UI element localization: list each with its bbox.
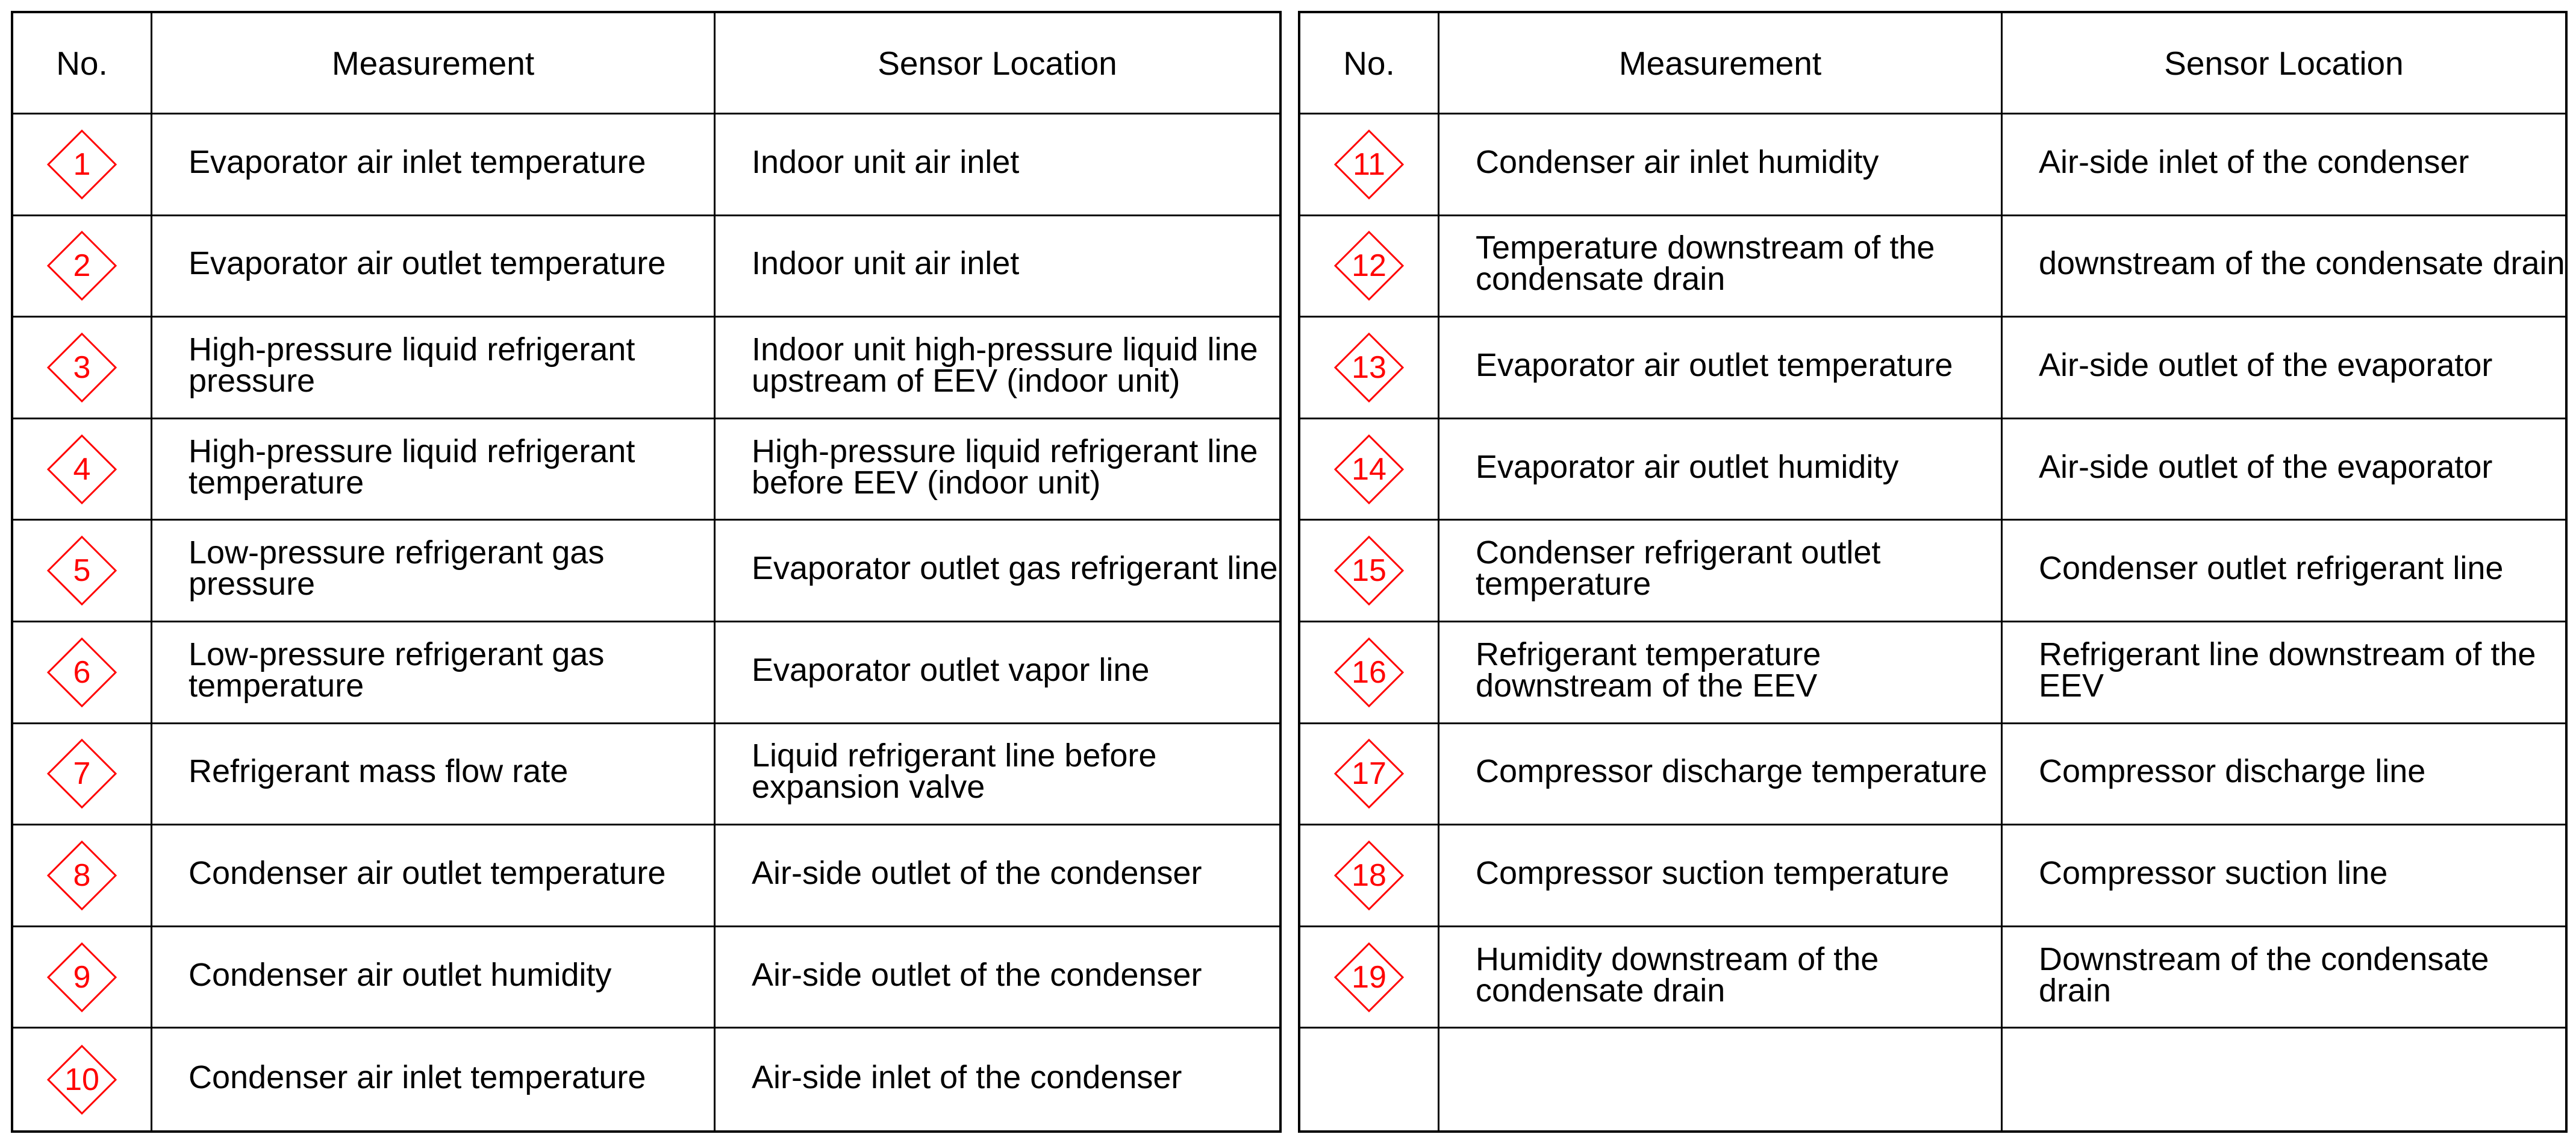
measurement-cell — [1439, 521, 2003, 622]
header-no-label: No. — [56, 44, 108, 82]
measurement-cell — [152, 114, 716, 216]
measurement-text: Condenser air inlet temperature — [189, 1059, 646, 1095]
row-number: 4 — [73, 451, 91, 487]
measurement-cell — [1439, 825, 2003, 927]
measurement-text: Humidity downstream of the condensate drain — [1476, 941, 1879, 1009]
sensor-location-text: Compressor suction line — [2039, 854, 2388, 891]
sensor-location-text: Indoor unit high-pressure liquid line upstream of EEV (indoor unit) — [752, 331, 1258, 399]
table-row-number — [13, 216, 152, 318]
row-number: 13 — [1352, 349, 1386, 385]
table-row-number — [1300, 521, 1439, 622]
measurement-text: High-pressure liquid refrigerant temperature — [189, 433, 635, 501]
measurement-text: Condenser refrigerant outlet temperature — [1476, 534, 1881, 603]
header-measurement — [152, 13, 716, 114]
table-row-number — [1300, 419, 1439, 521]
header-measurement — [1439, 13, 2003, 114]
sensor-location-cell — [2003, 927, 2565, 1029]
right-table-grid — [1300, 13, 2565, 1130]
sensor-location-cell — [716, 724, 1279, 826]
sensor-location-text: Liquid refrigerant line before expansion valve — [752, 737, 1157, 806]
row-number: 8 — [73, 857, 91, 893]
table-row-number — [13, 419, 152, 521]
measurement-cell — [152, 724, 716, 826]
sensor-location-cell — [716, 622, 1279, 724]
sensor-location-text: Indoor unit air inlet — [752, 143, 1020, 180]
measurement-cell — [152, 318, 716, 419]
measurement-cell — [152, 1029, 716, 1130]
measurement-text: Evaporator air outlet humidity — [1476, 448, 1899, 485]
row-number: 16 — [1352, 654, 1386, 690]
table-row-number — [1300, 927, 1439, 1029]
sensor-location-cell — [2003, 318, 2565, 419]
measurement-text: Low-pressure refrigerant gas temperature — [189, 636, 605, 704]
row-number: 12 — [1352, 248, 1386, 284]
table-row-number — [13, 1029, 152, 1130]
diamond-number-badge — [46, 737, 118, 810]
measurement-text: Condenser air inlet humidity — [1476, 143, 1879, 180]
table-row-number — [1300, 216, 1439, 318]
row-number: 2 — [73, 248, 91, 284]
sensor-location-text: Downstream of the condensate drain — [2039, 941, 2489, 1009]
sensor-location-text: Air-side inlet of the condenser — [752, 1059, 1182, 1095]
row-number: 5 — [73, 553, 91, 589]
diamond-number-badge — [46, 1044, 118, 1116]
table-row-number — [1300, 318, 1439, 419]
row-number: 19 — [1352, 959, 1386, 995]
sensor-location-text: downstream of the condensate drain — [2039, 245, 2565, 282]
sensor-location-cell — [716, 927, 1279, 1029]
sensor-location-cell — [716, 216, 1279, 318]
diamond-number-badge — [46, 433, 118, 506]
table-row-number — [1300, 825, 1439, 927]
table-row-number — [13, 318, 152, 419]
diamond-number-badge — [46, 941, 118, 1013]
right-table — [1298, 11, 2568, 1133]
diamond-number-badge — [1333, 230, 1405, 302]
sensor-location-cell — [716, 419, 1279, 521]
diamond-number-badge — [46, 230, 118, 302]
table-row-number — [13, 622, 152, 724]
sensor-location-text: Air-side inlet of the condenser — [2039, 143, 2469, 180]
header-location-label: Sensor Location — [2164, 44, 2404, 82]
measurement-cell — [152, 622, 716, 724]
sensor-location-text: Compressor discharge line — [2039, 753, 2426, 790]
diamond-number-badge — [1333, 839, 1405, 912]
header-measurement-label: Measurement — [331, 44, 535, 82]
row-number: 17 — [1352, 756, 1386, 792]
measurement-cell — [152, 216, 716, 318]
sensor-location-cell — [2003, 622, 2565, 724]
measurement-text: Evaporator air inlet temperature — [189, 143, 646, 180]
diamond-number-badge — [1333, 433, 1405, 506]
row-number: 15 — [1352, 553, 1386, 589]
measurement-text: Evaporator air outlet temperature — [189, 245, 666, 282]
empty-cell — [1300, 1029, 1439, 1130]
diamond-number-badge — [1333, 941, 1405, 1013]
measurement-cell — [1439, 114, 2003, 216]
measurement-cell — [1439, 216, 2003, 318]
diamond-number-badge — [46, 839, 118, 912]
sensor-location-cell — [716, 825, 1279, 927]
sensor-location-text: Evaporator outlet gas refrigerant line — [752, 550, 1278, 587]
diamond-number-badge — [1333, 737, 1405, 810]
diamond-number-badge — [1333, 128, 1405, 201]
sensor-location-cell — [2003, 825, 2565, 927]
row-number: 1 — [73, 146, 91, 182]
row-number: 7 — [73, 756, 91, 792]
header-no-label: No. — [1343, 44, 1395, 82]
table-row-number — [13, 114, 152, 216]
table-row-number — [13, 825, 152, 927]
table-row-number — [13, 724, 152, 826]
measurement-cell — [152, 927, 716, 1029]
measurement-cell — [152, 419, 716, 521]
sensor-location-cell — [716, 521, 1279, 622]
sensor-location-text: High-pressure liquid refrigerant line before EEV (indoor unit) — [752, 433, 1258, 501]
row-number: 10 — [64, 1062, 99, 1097]
measurement-cell — [1439, 724, 2003, 826]
measurement-text: Compressor discharge temperature — [1476, 753, 1988, 790]
measurement-cell — [1439, 622, 2003, 724]
header-location — [2003, 13, 2565, 114]
sensor-location-cell — [2003, 521, 2565, 622]
measurement-text: Condenser air outlet temperature — [189, 854, 666, 891]
header-measurement-label: Measurement — [1618, 44, 1822, 82]
measurement-text: Condenser air outlet humidity — [189, 956, 612, 993]
sensor-location-text: Air-side outlet of the condenser — [752, 956, 1202, 993]
header-location — [716, 13, 1279, 114]
measurement-text: Low-pressure refrigerant gas pressure — [189, 534, 605, 603]
row-number: 6 — [73, 654, 91, 690]
measurement-text: High-pressure liquid refrigerant pressure — [189, 331, 635, 399]
measurement-cell — [1439, 419, 2003, 521]
sensor-location-cell — [2003, 114, 2565, 216]
diamond-number-badge — [1333, 534, 1405, 607]
diamond-number-badge — [46, 636, 118, 709]
diamond-number-badge — [1333, 636, 1405, 709]
row-number: 18 — [1352, 857, 1386, 893]
table-row-number — [13, 521, 152, 622]
sensor-location-cell — [716, 318, 1279, 419]
measurement-cell — [152, 521, 716, 622]
sensor-location-text: Indoor unit air inlet — [752, 245, 1020, 282]
diamond-number-badge — [46, 534, 118, 607]
measurement-text: Compressor suction temperature — [1476, 854, 1950, 891]
measurement-text: Temperature downstream of the condensate drain — [1476, 230, 1935, 298]
header-location-label: Sensor Location — [878, 44, 1117, 82]
row-number: 9 — [73, 959, 91, 995]
sensor-location-cell — [2003, 419, 2565, 521]
table-row-number — [1300, 622, 1439, 724]
measurement-cell — [152, 825, 716, 927]
measurement-text: Evaporator air outlet temperature — [1476, 346, 1953, 383]
header-no — [1300, 13, 1439, 114]
sensor-location-cell — [2003, 724, 2565, 826]
sensor-location-cell — [716, 1029, 1279, 1130]
sensor-location-text: Refrigerant line downstream of the EEV — [2039, 636, 2536, 704]
table-row-number — [13, 927, 152, 1029]
sensor-location-text: Air-side outlet of the evaporator — [2039, 448, 2493, 485]
measurement-cell — [1439, 927, 2003, 1029]
sensor-location-text: Evaporator outlet vapor line — [752, 651, 1150, 688]
row-number: 14 — [1352, 451, 1386, 487]
row-number: 11 — [1353, 146, 1385, 182]
table-row-number — [1300, 724, 1439, 826]
measurement-cell — [1439, 318, 2003, 419]
diamond-number-badge — [46, 128, 118, 201]
empty-cell — [2003, 1029, 2565, 1130]
sensor-location-text: Air-side outlet of the evaporator — [2039, 346, 2493, 383]
diamond-number-badge — [1333, 331, 1405, 404]
sensor-location-cell — [2003, 216, 2565, 318]
left-table — [11, 11, 1282, 1133]
sensor-location-cell — [716, 114, 1279, 216]
left-table-grid — [13, 13, 1279, 1130]
table-row-number — [1300, 114, 1439, 216]
header-no — [13, 13, 152, 114]
diamond-number-badge — [46, 331, 118, 404]
row-number: 3 — [73, 349, 91, 385]
empty-cell — [1439, 1029, 2003, 1130]
sensor-location-text: Condenser outlet refrigerant line — [2039, 550, 2504, 587]
measurement-text: Refrigerant mass flow rate — [189, 753, 569, 790]
measurement-text: Refrigerant temperature downstream of the EEV — [1476, 636, 1821, 704]
sensor-location-text: Air-side outlet of the condenser — [752, 854, 1202, 891]
